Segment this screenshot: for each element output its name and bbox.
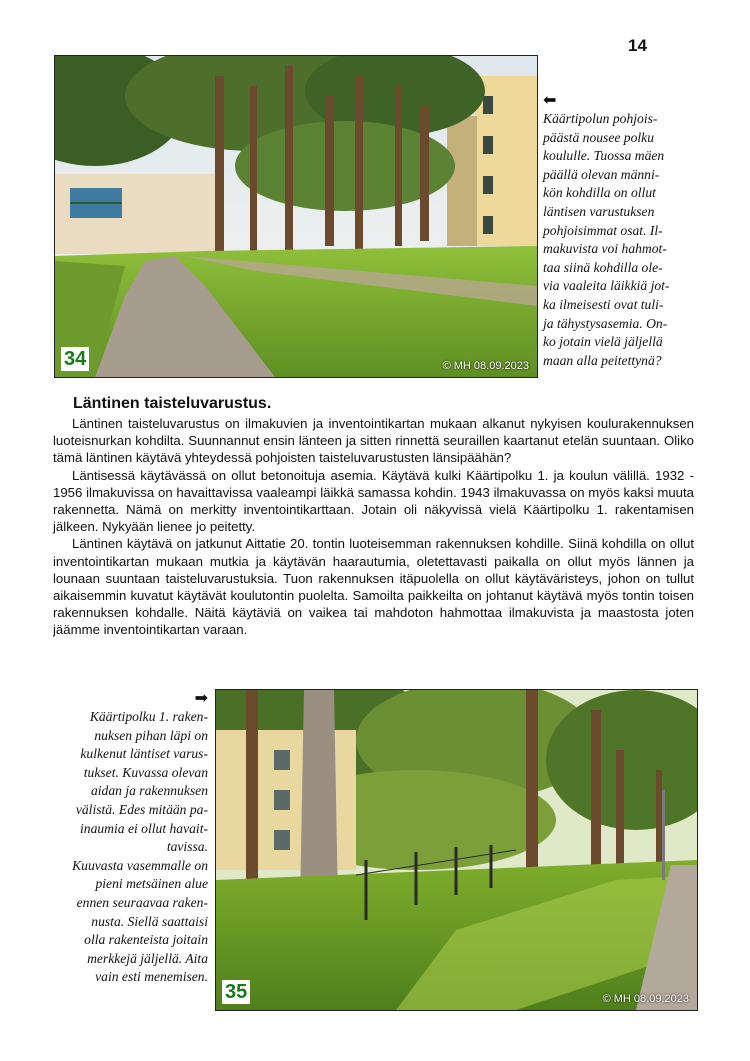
body-text [53, 415, 694, 639]
caption-line: ennen seuraavaa raken- [76, 894, 208, 910]
caption-line: välistä. Edes mitään pa- [75, 801, 208, 817]
caption-line: maan alla peitettynä? [543, 352, 662, 368]
photo-35 [215, 689, 698, 1011]
photo-35-caption [52, 690, 208, 987]
caption-line: via vaaleita läikkiä jot- [543, 278, 670, 294]
page-number: 14 [628, 36, 647, 55]
arrow-left-icon: ⬅ [543, 92, 557, 109]
photo-35-scene [216, 690, 697, 1010]
section-title: Läntinen taisteluvarustus. [73, 395, 272, 412]
caption-line: kön kohdilla on ollut [543, 185, 656, 201]
photo-credit: © MH 08.09.2023 [442, 360, 529, 372]
caption-line: inaumia ei ollut havait- [80, 820, 208, 836]
caption-line: pohjoisimmat osat. Il- [543, 222, 663, 238]
caption-line: makuvista voi hahmot- [543, 241, 667, 257]
body-paragraph: Läntinen taisteluvarustus on ilmakuvien ja inventointikartan mukaan alkanut nykyisen koulurakennuksen luoteisnurkan kohdilta. Suunnannut ensin länteen ja sitten rinnettä seuraillen kaartanut etelän suuntaan. Oliko tämä läntinen käytävä yhteydessä pohjoisten taisteluvarustusten länsipäähän? [53, 416, 694, 466]
caption-line: ja tähystysasemia. On- [543, 315, 668, 331]
caption-line: nusta. Siellä saattaisi [91, 913, 208, 929]
body-paragraph: Läntinen käytävä on jatkunut Aittatie 20. tontin luoteisemman rakennuksen kohdille. Siinä kohdilla on ollut inventointikartan mukaan mutkia ja käytävän haarautumia, oletettavasti paikalla on ollut myös lännen ja lounaan suuntaan taisteluvarustuksia. Tuon rakennuksen itäpuolella on ollut käytäväristeys, johon on tullut aikaisemmin kuvatut käytävät koulutontin puolelta. Samoilta paikkeilta on johtanut käytävä myös tontin toisen rakennuksen kohdalle. Näitä käytäviä on vaikea tai mahdoton hahmottaa ilmakuvista ja maastosta joten jäämme inventointikartan varaan. [53, 536, 694, 638]
caption-line: vain esti menemisen. [95, 969, 208, 985]
caption-line: taa siinä kohdilla ole- [543, 259, 663, 275]
caption-line: ko jotain vielä jäljellä [543, 334, 663, 350]
body-paragraph: Läntisessä käytävässä on ollut betonoituja asemia. Käytävä kulki Käärtipolku 1. ja koulun välillä. 1932 - 1956 ilmakuvissa on havaittavissa vaaleampi läikkä samassa kohdin. 1943 ilmakuvassa on myös kaksi muuta rakennetta. Nämä on merkitty inventointikarttaan. Jotain oli näkyvissä vielä Käärtipolku 1. rakentamisen jälkeen. Nykyään lienee jo peitetty. [53, 467, 694, 535]
caption-line: Käärtipolun pohjois- [543, 111, 658, 126]
caption-line: tavissa. [166, 839, 208, 855]
caption-line: tukset. Kuvassa olevan [83, 764, 208, 780]
caption-line: Käärtipolku 1. raken- [89, 709, 208, 724]
caption-line: päällä olevan männi- [543, 166, 660, 182]
caption-line: ka ilmeisesti ovat tuli- [543, 296, 664, 312]
caption-line: päästä nousee polku [543, 129, 655, 145]
photo-credit: © MH 08.09.2023 [602, 993, 689, 1005]
caption-line: aidan ja rakennuksen [90, 783, 208, 799]
caption-line: Kuuvasta vasemmalle on [72, 857, 208, 873]
caption-line: koululle. Tuossa mäen [543, 148, 665, 164]
caption-line: merkkejä jäljellä. Aita [87, 950, 208, 966]
caption-line: nuksen pihan läpi on [94, 727, 208, 743]
caption-line: läntisen varustuksen [543, 203, 655, 219]
photo-number-badge: 34 [61, 347, 89, 371]
caption-line: kulkenut läntiset varus- [80, 746, 208, 762]
caption-line: olla rakenteista joitain [84, 932, 208, 948]
photo-number-badge: 35 [222, 980, 250, 1004]
photo-34-caption [543, 92, 693, 370]
caption-line: pieni metsäinen alue [95, 876, 208, 892]
arrow-right-icon: ➡ [194, 690, 208, 707]
photo-34-scene [55, 56, 537, 377]
photo-34 [54, 55, 538, 378]
